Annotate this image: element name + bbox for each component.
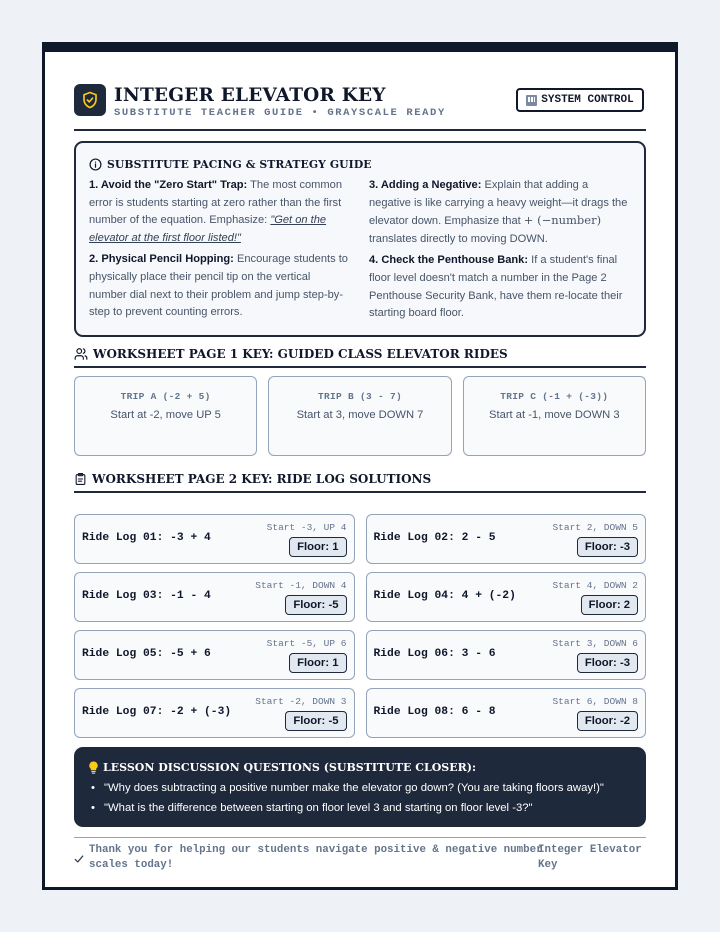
guide-title-text: SUBSTITUTE PACING & STRATEGY GUIDE: [107, 157, 372, 171]
floor-answer-badge: Floor: -3: [577, 537, 638, 557]
floor-answer-badge: Floor: -3: [577, 653, 638, 673]
users-icon: [74, 347, 88, 361]
guide-column-right: [369, 177, 631, 327]
trip-code: TRIP B (3 - 7): [317, 391, 402, 402]
guide-column-left: [89, 177, 351, 327]
page-subtitle: SUBSTITUTE TEACHER GUIDE • GRAYSCALE READY: [114, 107, 446, 119]
tip-text: If a student's final floor level doesn't match a number in the Page 2 Penthouse Security Bank, have them re-locate their starting board floor.: [369, 254, 623, 320]
tip-text: translates directly to moving DOWN.: [369, 232, 548, 245]
ride-log-card: [74, 688, 355, 738]
page-content: [74, 52, 646, 887]
page-header: [74, 84, 646, 130]
ride-log-card: [74, 572, 355, 622]
trip-description: Start at -1, move DOWN 3: [489, 409, 620, 421]
trip-code: TRIP A (-2 + 5): [120, 391, 211, 402]
trip-code: TRIP C (-1 + (-3)): [500, 391, 609, 402]
discussion-panel: [74, 747, 646, 827]
discussion-question-list: [88, 778, 632, 818]
trip-card-c: [463, 376, 646, 456]
trip-description: Start at -2, move UP 5: [110, 409, 221, 421]
discussion-title-text: LESSON DISCUSSION QUESTIONS (SUBSTITUTE CLOSER):: [103, 760, 477, 774]
tip-zero-start: [89, 177, 351, 247]
discussion-question: • "What is the difference between starting on floor level 3 and starting on floor level -3?": [104, 798, 632, 818]
page2-heading-text: WORKSHEET PAGE 2 KEY: RIDE LOG SOLUTIONS: [92, 472, 432, 486]
tip-heading: 3. Adding a Negative:: [369, 179, 482, 191]
trip-card-a: [74, 376, 257, 456]
floor-answer-badge: Floor: -2: [577, 711, 638, 731]
ride-log-expression: Ride Log 02: 2 - 5: [373, 532, 496, 544]
page1-section-heading: [74, 345, 646, 363]
ride-log-hint: Start -1, DOWN 4: [255, 580, 347, 591]
tip-heading: 4. Check the Penthouse Bank:: [369, 254, 529, 267]
tip-pencil-hopping: [89, 251, 351, 321]
tip-heading: 2. Physical Pencil Hopping:: [89, 253, 234, 266]
ride-log-hint: Start -2, DOWN 3: [255, 696, 347, 707]
guide-title: [89, 156, 631, 172]
ride-log-hint: Start -3, UP 4: [266, 522, 347, 533]
footer-divider: [74, 837, 646, 838]
page1-divider: [74, 366, 646, 368]
check-icon: [74, 854, 84, 864]
guide-columns: [89, 177, 631, 327]
page-footer: [74, 837, 646, 877]
system-control-button[interactable]: [516, 88, 644, 112]
discussion-title: [88, 759, 632, 775]
ride-log-expression: Ride Log 06: 3 - 6: [373, 648, 496, 660]
tip-text: The most common error is students starting at zero rather than the first number of the equation. Emphasize:: [89, 179, 343, 227]
page-title: INTEGER ELEVATOR KEY: [114, 85, 386, 106]
page2-section-heading: [74, 470, 646, 488]
trip-card-b: [268, 376, 451, 456]
shield-check-icon: [74, 84, 106, 116]
ride-log-hint: Start 6, DOWN 8: [552, 696, 638, 707]
tip-heading: 1. Avoid the "Zero Start" Trap:: [89, 179, 248, 191]
building-icon: [526, 95, 537, 106]
tip-text: Encourage students to physically place their pencil tip on the vertical number dial next to their problem and jump step-by-step to prevent counting errors.: [89, 253, 348, 319]
page1-heading-text: WORKSHEET PAGE 1 KEY: GUIDED CLASS ELEVATOR RIDES: [93, 347, 508, 361]
ride-log-expression: Ride Log 07: -2 + (-3): [82, 706, 232, 718]
footer-brand: Integer Elevator Key: [538, 844, 642, 871]
clipboard-icon: [74, 472, 87, 486]
ride-log-card: [366, 514, 647, 564]
header-divider: [74, 129, 646, 131]
ride-log-expression: Ride Log 03: -1 - 4: [82, 590, 211, 602]
ride-log-expression: Ride Log 08: 6 - 8: [373, 706, 496, 718]
trip-description: Start at 3, move DOWN 7: [296, 409, 424, 421]
discussion-question: • "Why does subtracting a positive number make the elevator go down? (You are taking floors away!)": [104, 778, 632, 798]
ride-log-card: [74, 630, 355, 680]
ride-log-hint: Start 2, DOWN 5: [552, 522, 638, 533]
floor-answer-badge: Floor: 1: [289, 653, 346, 673]
footer-message: Thank you for helping our students navigate positive & negative number scales today!: [89, 844, 543, 871]
info-icon: [89, 158, 102, 171]
trip-cards: [74, 376, 646, 456]
floor-answer-badge: Floor: -5: [285, 595, 346, 615]
floor-answer-badge: Floor: -5: [285, 711, 346, 731]
tip-adding-negative: [369, 177, 631, 248]
tip-math: + (−number): [523, 213, 602, 228]
ride-log-expression: Ride Log 01: -3 + 4: [82, 532, 211, 544]
ride-log-expression: Ride Log 05: -5 + 6: [82, 648, 211, 660]
system-control-label: SYSTEM CONTROL: [541, 94, 634, 106]
lightbulb-icon: [88, 761, 99, 774]
floor-answer-badge: Floor: 2: [581, 595, 638, 615]
ride-log-expression: Ride Log 04: 4 + (-2): [373, 590, 516, 602]
ride-log-card: [74, 514, 355, 564]
floor-answer-badge: Floor: 1: [289, 537, 346, 557]
page2-divider: [74, 491, 646, 493]
ride-log-card: [366, 630, 647, 680]
ride-log-hint: Start -5, UP 6: [266, 638, 347, 649]
ride-log-grid: [74, 514, 646, 738]
ride-log-hint: Start 4, DOWN 2: [552, 580, 638, 591]
ride-log-hint: Start 3, DOWN 6: [552, 638, 638, 649]
tip-penthouse-bank: [369, 252, 631, 322]
ride-log-card: [366, 572, 647, 622]
strategy-guide-panel: [74, 141, 646, 337]
tip-emphasis: "Get on the elevator at the first floor listed!": [89, 214, 327, 244]
answer-key-page: [42, 42, 678, 890]
tip-text: Explain that adding a negative is like carrying a heavy weight—it drags the elevator down. Emphasize that: [369, 179, 628, 228]
ride-log-card: [366, 688, 647, 738]
